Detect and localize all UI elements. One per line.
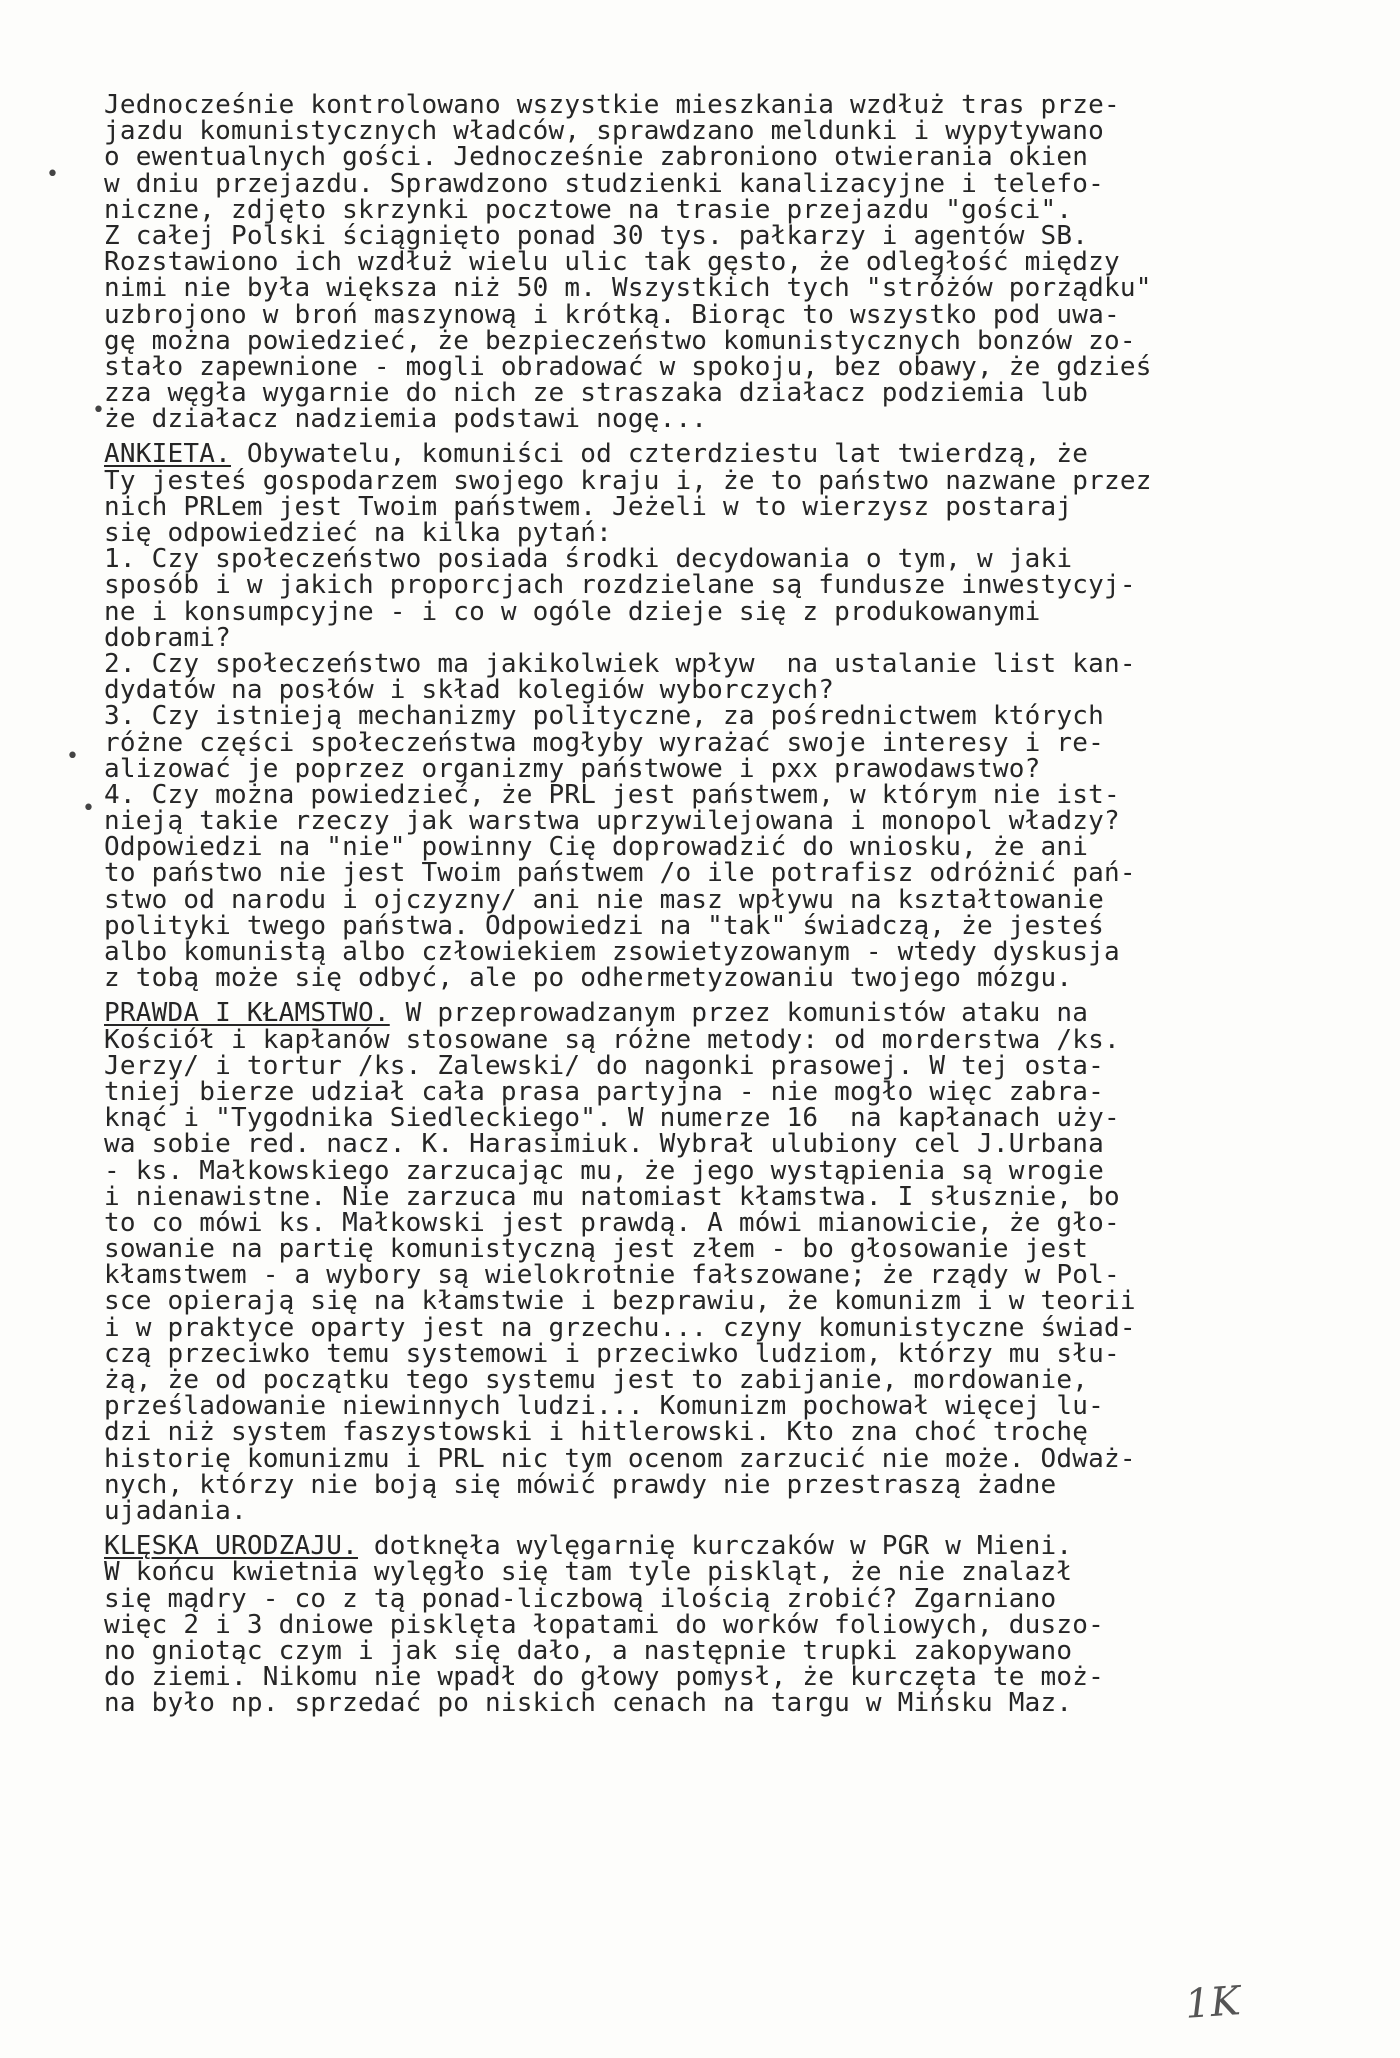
document-body <box>104 90 1300 1719</box>
text-line: knąć i "Tygodnika Siedleckiego". W numerze 16 na kapłanach uży- <box>104 1103 1120 1134</box>
paragraph-ankieta <box>104 439 1300 994</box>
text-line: ujadania. <box>104 1495 247 1526</box>
text-line: tniej bierze udział cała prasa partyjna - nie mogło więc zabra- <box>104 1076 1105 1107</box>
text-line: o ewentualnych gości. Jednocześnie zabroniono otwierania okien <box>104 142 1089 173</box>
text-line <box>104 439 1300 470</box>
text-line: Odpowiedzi na "nie" powinny Cię doprowadzić do wniosku, że ani <box>104 832 1089 863</box>
text-line: W końcu kwietnia wylęgło się tam tyle piskląt, że nie znalazł <box>104 1557 1073 1588</box>
text-line: sposób i w jakich proporcjach rozdzielane są fundusze inwestycyj- <box>104 570 1136 601</box>
text-line: jazdu komunistycznych władców, sprawdzano meldunki i wypytywano <box>104 116 1105 147</box>
text-line-rest: W przeprowadzanym przez komunistów ataku na <box>389 998 1089 1029</box>
text-line: nieją takie rzeczy jak warstwa uprzywilejowana i monopol władzy? <box>104 806 1120 837</box>
handwritten-page-mark: 1K <box>1183 1978 1242 2028</box>
text-line: stwo od narodu i ojczyzny/ ani nie masz wpływu na kształtowanie <box>104 884 1105 915</box>
text-line: historię komunizmu i PRL nic tym ocenom zarzucić nie może. Odważ- <box>104 1443 1136 1474</box>
text-line: z tobą może się odbyć, ale po odhermetyzowaniu twojego mózgu. <box>104 963 1073 994</box>
margin-dot: • <box>92 398 105 423</box>
text-line: - ks. Małkowskiego zarzucając mu, że jego wystąpienia są wrogie <box>104 1155 1105 1186</box>
text-line: Jednocześnie kontrolowano wszystkie mieszkania wzdłuż tras prze- <box>104 90 1120 120</box>
text-line: różne części społeczeństwa mogłyby wyrażać swoje interesy i re- <box>104 727 1105 758</box>
text-line: do ziemi. Nikomu nie wpadł do głowy pomysł, że kurczęta te moż- <box>104 1662 1105 1693</box>
text-line: nych, którzy nie boją się mówić prawdy nie przestraszą żadne <box>104 1469 1057 1500</box>
text-line: na było np. sprzedać po niskich cenach na targu w Mińsku Maz. <box>104 1688 1073 1719</box>
text-line: żą, że od początku tego systemu jest to zabijanie, mordowanie, <box>104 1365 1089 1395</box>
text-line: alizować je poprzez organizmy państwowe i pxx prawodawstwo? <box>104 753 1041 784</box>
text-line: 1. Czy społeczeństwo posiada środki decydowania o tym, w jaki <box>104 544 1073 575</box>
text-line: no gniotąc czym i jak się dało, a następnie trupki zakopywano <box>104 1635 1073 1666</box>
margin-dot: • <box>66 744 79 769</box>
text-line: niczne, zdjęto skrzynki pocztowe na trasie przejazdu "gości". <box>104 194 1073 225</box>
paragraph-kleska-urodzaju <box>104 1531 1300 1719</box>
text-line: 3. Czy istnieją mechanizmy polityczne, za pośrednictwem których <box>104 701 1105 732</box>
text-line: wa sobie red. nacz. K. Harasimiuk. Wybrał ulubiony cel J.Urbana <box>104 1129 1105 1160</box>
section-heading-kleska: KLĘSKA URODZAJU. <box>104 1531 358 1562</box>
paragraph-security-measures <box>104 90 1300 435</box>
text-line: albo komunistą albo człowiekiem zsowietyzowanym - wtedy dyskusja <box>104 937 1120 967</box>
text-line <box>104 1531 1300 1562</box>
text-line: i w praktyce oparty jest na grzechu... czyny komunistyczne świad- <box>104 1312 1136 1343</box>
text-line: dzi niż system faszystowski i hitlerowski. Kto zna choć trochę <box>104 1417 1089 1448</box>
text-line: stało zapewnione - mogli obradować w spokoju, bez obawy, że gdzieś <box>104 351 1152 382</box>
text-line: nimi nie była większa niż 50 m. Wszystkich tych "stróżów porządku" <box>104 273 1152 304</box>
text-line-rest: Obywatelu, komuniści od czterdziestu lat twierdzą, że <box>231 439 1089 470</box>
text-line: Kościół i kapłanów stosowane są różne metody: od morderstwa /ks. <box>104 1024 1120 1055</box>
text-line <box>104 998 1300 1029</box>
text-line: się mądry - co z tą ponad-liczbową ilością zrobić? Zgarniano <box>104 1583 1057 1614</box>
text-line: Jerzy/ i tortur /ks. Zalewski/ do nagonki prasowej. W tej osta- <box>104 1050 1105 1081</box>
text-line: Rozstawiono ich wzdłuż wielu ulic tak gęsto, że odległość między <box>104 247 1120 278</box>
text-line: 4. Czy można powiedzieć, że PRL jest państwem, w którym nie ist- <box>104 779 1120 810</box>
text-line: polityki twego państwa. Odpowiedzi na "tak" świadczą, że jesteś <box>104 910 1105 941</box>
text-line: więc 2 i 3 dniowe pisklęta łopatami do worków foliowych, duszo- <box>104 1609 1105 1640</box>
text-line: czą przeciwko temu systemowi i przeciwko ludziom, którzy mu słu- <box>104 1338 1120 1369</box>
text-line-rest: dotknęła wylęgarnię kurczaków w PGR w Mieni. <box>357 1531 1073 1562</box>
text-line: że działacz nadziemia podstawi nogę... <box>104 404 708 435</box>
text-line: Z całej Polski ściągnięto ponad 30 tys. pałkarzy i agentów SB. <box>104 220 1089 251</box>
text-line: 2. Czy społeczeństwo ma jakikolwiek wpływ na ustalanie list kan- <box>104 648 1136 679</box>
text-line: uzbrojono w broń maszynową i krótką. Biorąc to wszystko pod uwa- <box>104 299 1120 330</box>
text-line: dobrami? <box>104 622 231 653</box>
text-line: gę można powiedzieć, że bezpieczeństwo komunistycznych bonzów zo- <box>104 325 1136 356</box>
text-line: się odpowiedzieć na kilka pytań: <box>104 518 612 548</box>
margin-dot: • <box>46 162 59 187</box>
text-line: ne i konsumpcyjne - i co w ogóle dzieje się z produkowanymi <box>104 596 1041 627</box>
text-line: to co mówi ks. Małkowski jest prawdą. A mówi mianowicie, że gło- <box>104 1207 1120 1238</box>
text-line: sowanie na partię komunistyczną jest złem - bo głosowanie jest <box>104 1234 1089 1265</box>
text-line: sce opierają się na kłamstwie i bezprawiu, że komunizm i w teorii <box>104 1286 1136 1317</box>
text-line: w dniu przejazdu. Sprawdzono studzienki kanalizacyjne i telefo- <box>104 168 1105 199</box>
margin-dot: • <box>82 796 95 821</box>
text-line: i nienawistne. Nie zarzuca mu natomiast kłamstwa. I słusznie, bo <box>104 1181 1120 1212</box>
text-line: Ty jesteś gospodarzem swojego kraju i, że to państwo nazwane przez <box>104 465 1152 496</box>
section-heading-prawda: PRAWDA I KŁAMSTWO. <box>104 998 390 1029</box>
section-heading-ankieta: ANKIETA. <box>104 439 231 470</box>
text-line: zza węgła wygarnie do nich ze straszaka działacz podziemia lub <box>104 378 1089 409</box>
text-line: nich PRLem jest Twoim państwem. Jeżeli w to wierzysz postaraj <box>104 491 1073 522</box>
paragraph-prawda-i-klamstwo <box>104 1000 1300 1524</box>
text-line: dydatów na posłów i skład kolegiów wyborczych? <box>104 675 835 706</box>
text-line: to państwo nie jest Twoim państwem /o ile potrafisz odróżnić pań- <box>104 858 1136 889</box>
text-line: prześladowanie niewinnych ludzi... Komunizm pochował więcej lu- <box>104 1391 1105 1422</box>
text-line: kłamstwem - a wybory są wielokrotnie fałszowane; że rządy w Pol- <box>104 1260 1120 1291</box>
